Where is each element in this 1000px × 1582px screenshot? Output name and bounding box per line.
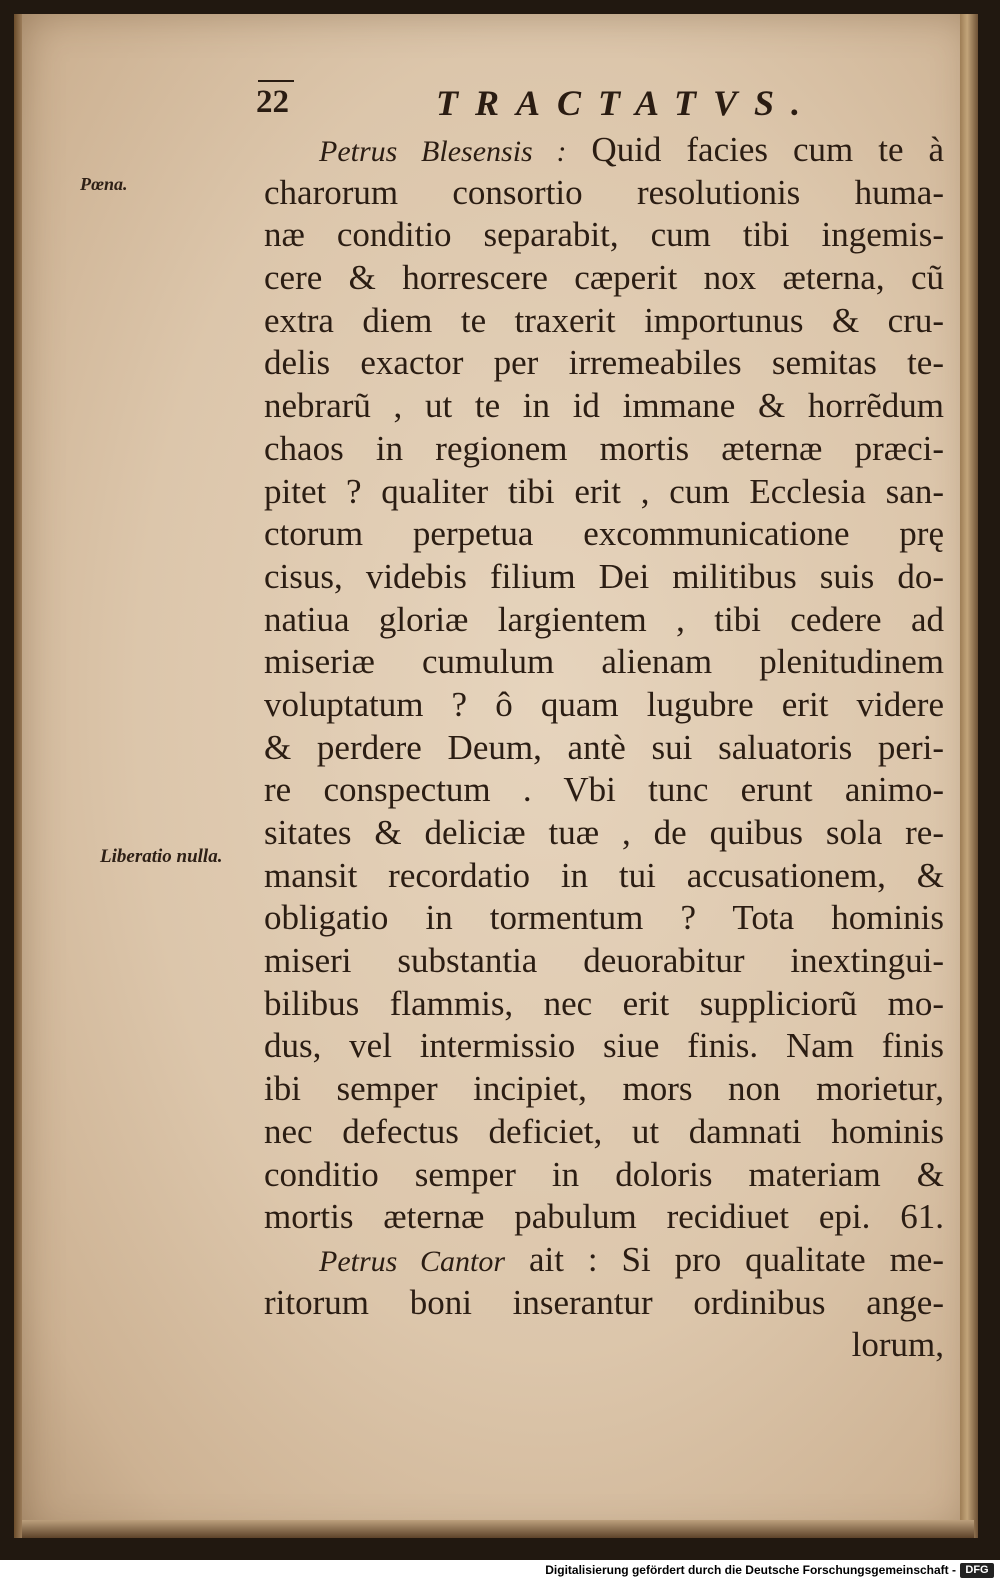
dfg-logo: DFG [960, 1563, 994, 1578]
text-line: chaos in regionem mortis æternæ præci- [264, 428, 944, 468]
text-line: charorum consortio resolutionis huma- [264, 172, 944, 212]
text-line: re conspectum . Vbi tunc erunt animo- [264, 770, 944, 810]
text-line: cisus, videbis filium Dei militibus suis do- [264, 556, 944, 596]
fore-edge [960, 14, 978, 1538]
text-line: nebrarũ , ut te in id immane & horrẽdum [264, 386, 944, 426]
text-line: dus, vel intermissio siue finis. Nam finis [264, 1026, 944, 1066]
page-bottom-edge [22, 1520, 974, 1538]
text-line: Petrus Cantor ait : Si pro qualitate me- [319, 1239, 944, 1279]
text-line: ctorum perpetua excommunicatione prę [264, 514, 944, 554]
marginal-note-poena: Pœna. [80, 174, 128, 194]
author-citation: Petrus Blesensis : [319, 135, 567, 168]
funding-credit: Digitalisierung gefördert durch die Deutsche Forschungsgemeinschaft - [545, 1563, 956, 1577]
text-line: ibi semper incipiet, mors non morietur, [264, 1069, 944, 1109]
page-number-rule [258, 80, 294, 82]
page-number: 22 [256, 84, 289, 120]
text-line: nec defectus deficiet, ut damnati hominis [264, 1111, 944, 1151]
text-line: delis exactor per irremeabiles semitas te- [264, 343, 944, 383]
text-line: bilibus flammis, nec erit suppliciorũ mo- [264, 983, 944, 1023]
text-line: Petrus Blesensis : Quid facies cum te à [319, 130, 945, 169]
text-line: ritorum boni inserantur ordinibus ange- [264, 1282, 944, 1322]
text-line: miseriæ cumulum alienam plenitudinem [264, 642, 944, 682]
text-line: sitates & deliciæ tuæ , de quibus sola re- [264, 813, 944, 852]
text-line: conditio semper in doloris materiam & [264, 1154, 944, 1194]
text-line: pitet ? qualiter tibi erit , cum Ecclesia san- [264, 471, 944, 511]
text-line: obligatio in tormentum ? Tota hominis [264, 898, 944, 938]
author-citation: Petrus Cantor [319, 1244, 506, 1278]
text-line: miseri substantia deuorabitur inextingui- [264, 941, 944, 981]
text-line: extra diem te traxerit importunus & cru- [264, 300, 944, 340]
text-line: cere & horrescere cæperit nox æterna, cũ [264, 258, 944, 298]
book-page [22, 14, 974, 1538]
catchword: lorum, [851, 1325, 944, 1365]
text-line: mansit recordatio in tui accusationem, & [264, 855, 944, 895]
text-line: & perdere Deum, antè sui saluatoris peri- [264, 727, 944, 767]
body-text [264, 129, 944, 1367]
text-line: næ conditio separabit, cum tibi ingemis- [264, 215, 944, 255]
page-header [22, 80, 974, 130]
text-line: mortis æternæ pabulum recidiuet epi. 61. [264, 1197, 944, 1237]
digitization-footer [0, 1560, 1000, 1582]
text-line: natiua gloriæ largientem , tibi cedere ad [264, 599, 944, 639]
marginal-note-liberatio: Liberatio nulla. [100, 846, 223, 867]
text-line: voluptatum ? ô quam lugubre erit videre [264, 684, 944, 724]
running-title: TRACTATVS. [436, 83, 818, 123]
